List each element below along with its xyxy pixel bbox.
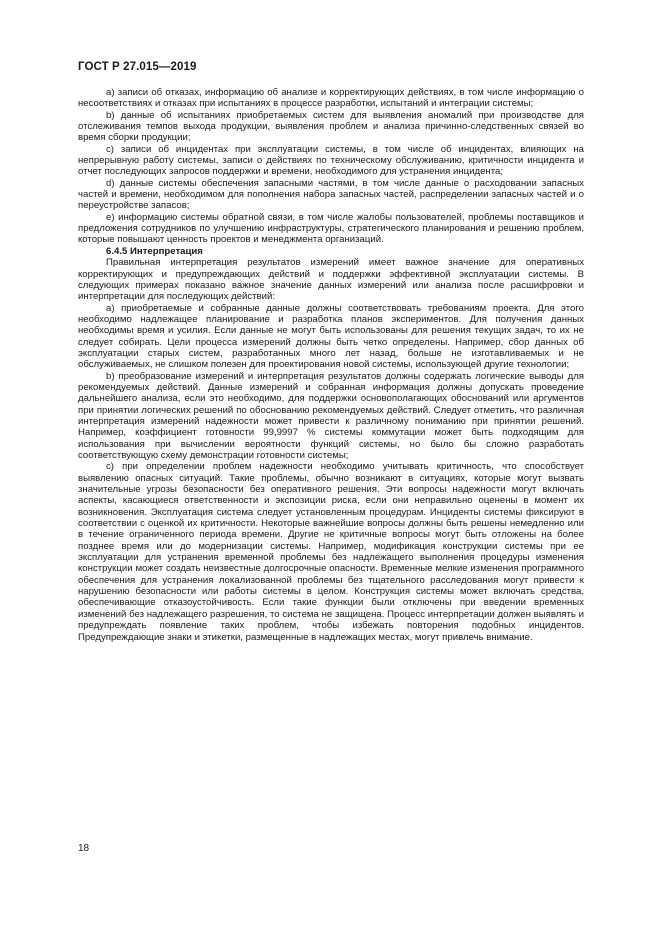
paragraph-item-d: d) данные системы обеспечения запасными частями, в том числе данные о расходовании запасных частей и времени, необходимом для пополнения набора запасных частей, распределении запасных частей и о переустройстве запасов; <box>78 177 584 212</box>
paragraph-interp-a: a) приобретаемые и собранные данные должны соответствовать требованиям проекта. Для этого необходимо надлежащее планирование и разработка планов экспериментов. Для получения данных необходимы время и усилия. Если данные не могут быть использованы для решения текущих задач, то их не следует собирать. Цели процесса измерений должны быть четко определены. Например, сбор данных об эксплуатации старых систем, разработанных много лет назад, больше не изготавливаемых и не обслуживаемых, не слишком полезен для проектирования новой системы, использующей другие технологии; <box>78 302 584 371</box>
paragraph-interp-c: c) при определении проблем надежности необходимо учитывать критичность, что способствует выявлению опасных ситуаций. Такие проблемы, обычно возникают в ситуациях, которые могут вызвать значительные угрозы безопасности без оперативного решения. Эти вопросы надежности могут включать аспекты, касающиеся ответственности и экспозиции риска, если они неправильно оценены в момент их возникновения. Эксплуатация система следует установленным процедурам. Инциденты системы фиксируют в соответствии с оценкой их критичности. Некоторые важнейшие вопросы должны быть решены немедленно или в течение ограниченного периода времени. Другие не критичные вопросы могут быть отложены на более позднее время или до модернизации системы. Например, модификация конструкции системы при ее эксплуатации для устранения временной проблемы без надлежащего выполнения процедуры изменения конструкции может создать неизвестные долгосрочные опасности. Временные мелкие изменения программного обеспечения для устранения локализованной проблемы без тщательного расследования могут привести к нарушению безопасности или работы системы в целом. Конструкция системы может включать средства, обеспечивающие отказоустойчивость. Если такие функции были отключены при введении временных изменений без надлежащего разрешения, то система не защищена. Процесс интерпретации должен выявлять и предупреждать появление таких проблем, чтобы избежать повторения подобных инцидентов. Предупреждающие знаки и этикетки, размещенные в надлежащих местах, могут привлечь внимание. <box>78 461 584 643</box>
paragraph-item-b: b) данные об испытаниях приобретаемых систем для выявления аномалий при производстве для отслеживания темпов выхода продукции, выявления проблем и анализа причинно-следственных связей во время сборки продукции; <box>78 109 584 144</box>
paragraph-item-a: a) записи об отказах, информацию об анализе и корректирующих действиях, в том числе информацию о несоответствиях и отказах при испытаниях в процессе разработки, испытаний и интеграции системы; <box>78 87 584 110</box>
paragraph-item-c: c) записи об инцидентах при эксплуатации системы, в том числе об инцидентах, влияющих на непрерывную работу системы, записи о действиях по техническому обслуживанию, критичности инцидента и отчет последующих запросов поддержки и времени, необходимого для устранения инцидента; <box>78 143 584 178</box>
paragraph-interp-b: b) преобразование измерений и интерпретация результатов должны содержать логические выводы для рекомендуемых действий. Данные измерений и собранная информация должны допускать проведение дальнейшего анализа, если это необходимо, для поддержки основополагающих обоснований или аргументов при принятии логических решений по обоснованию рекомендуемых действий. Следует отметить, что различная интерпретация измерений надежности может привести к различному пониманию при принятии решений. Например, коэффициент готовности 99,9997 % системы коммутации может быть подходящим для использования при вычислении вероятности функций системы, но было бы сложно разработать соответствующую схему демонстрации готовности системы; <box>78 370 584 461</box>
document-body <box>78 87 584 643</box>
page-number: 18 <box>78 843 90 854</box>
paragraph-item-e: e) информацию системы обратной связи, в том числе жалобы пользователей, проблемы поставщиков и предложения сотрудников по улучшению инфраструктуры, стратегического планирования и решению проблем, которые повышают ценность проектов и менеджмента организаций. <box>78 211 584 246</box>
paragraph-intro: Правильная интерпретация результатов измерений имеет важное значение для оперативных корректирующих и предупреждающих действий и поддержки эффективной эксплуатации системы. В следующих примерах показано важное значение данных измерений или анализа после расшифровки и интерпретации для последующих действий: <box>78 257 584 303</box>
document-header: ГОСТ Р 27.015—2019 <box>78 61 197 73</box>
section-heading: 6.4.5 Интерпретация <box>106 245 203 257</box>
